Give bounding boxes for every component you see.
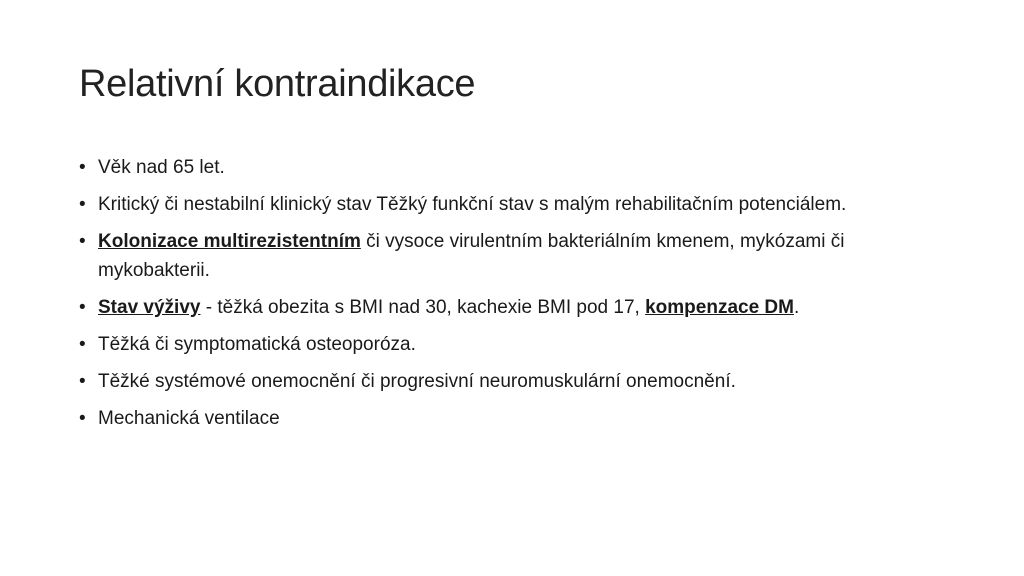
list-item-text: - těžká obezita s BMI nad 30, kachexie BMI pod 17, bbox=[200, 297, 646, 318]
list-item bbox=[79, 153, 959, 182]
list-item-text: Těžké systémové onemocnění či progresivní neuromuskulární onemocnění. bbox=[98, 371, 736, 392]
bullet-list bbox=[79, 153, 959, 441]
list-item-text: Těžká či symptomatická osteoporóza. bbox=[98, 334, 416, 355]
list-item bbox=[79, 227, 959, 285]
bullet-icon: • bbox=[79, 408, 86, 429]
emphasized-term: kompenzace DM bbox=[645, 297, 794, 318]
emphasized-term: Stav výživy bbox=[98, 297, 201, 318]
emphasized-term: Kolonizace multirezistentním bbox=[98, 231, 361, 252]
bullet-icon: • bbox=[79, 371, 86, 392]
bullet-icon: • bbox=[79, 334, 86, 355]
bullet-icon: • bbox=[79, 194, 86, 215]
bullet-icon: • bbox=[79, 231, 86, 252]
list-item bbox=[79, 190, 959, 219]
list-item bbox=[79, 330, 959, 359]
list-item-text: Mechanická ventilace bbox=[98, 408, 280, 429]
list-item-text: Kritický či nestabilní klinický stav Těžký funkční stav s malým rehabilitačním potenciálem. bbox=[98, 194, 847, 215]
slide-title: Relativní kontraindikace bbox=[79, 63, 476, 105]
list-item-text: . bbox=[793, 297, 800, 318]
bullet-icon: • bbox=[79, 157, 86, 178]
list-item-text: Věk nad 65 let. bbox=[98, 157, 225, 178]
list-item bbox=[79, 367, 959, 396]
list-item bbox=[79, 293, 959, 322]
list-item-text: či vysoce virulentním bakteriálním kmenem, mykózami či mykobakterii. bbox=[98, 231, 845, 281]
list-item bbox=[79, 404, 959, 433]
bullet-icon: • bbox=[79, 297, 86, 318]
